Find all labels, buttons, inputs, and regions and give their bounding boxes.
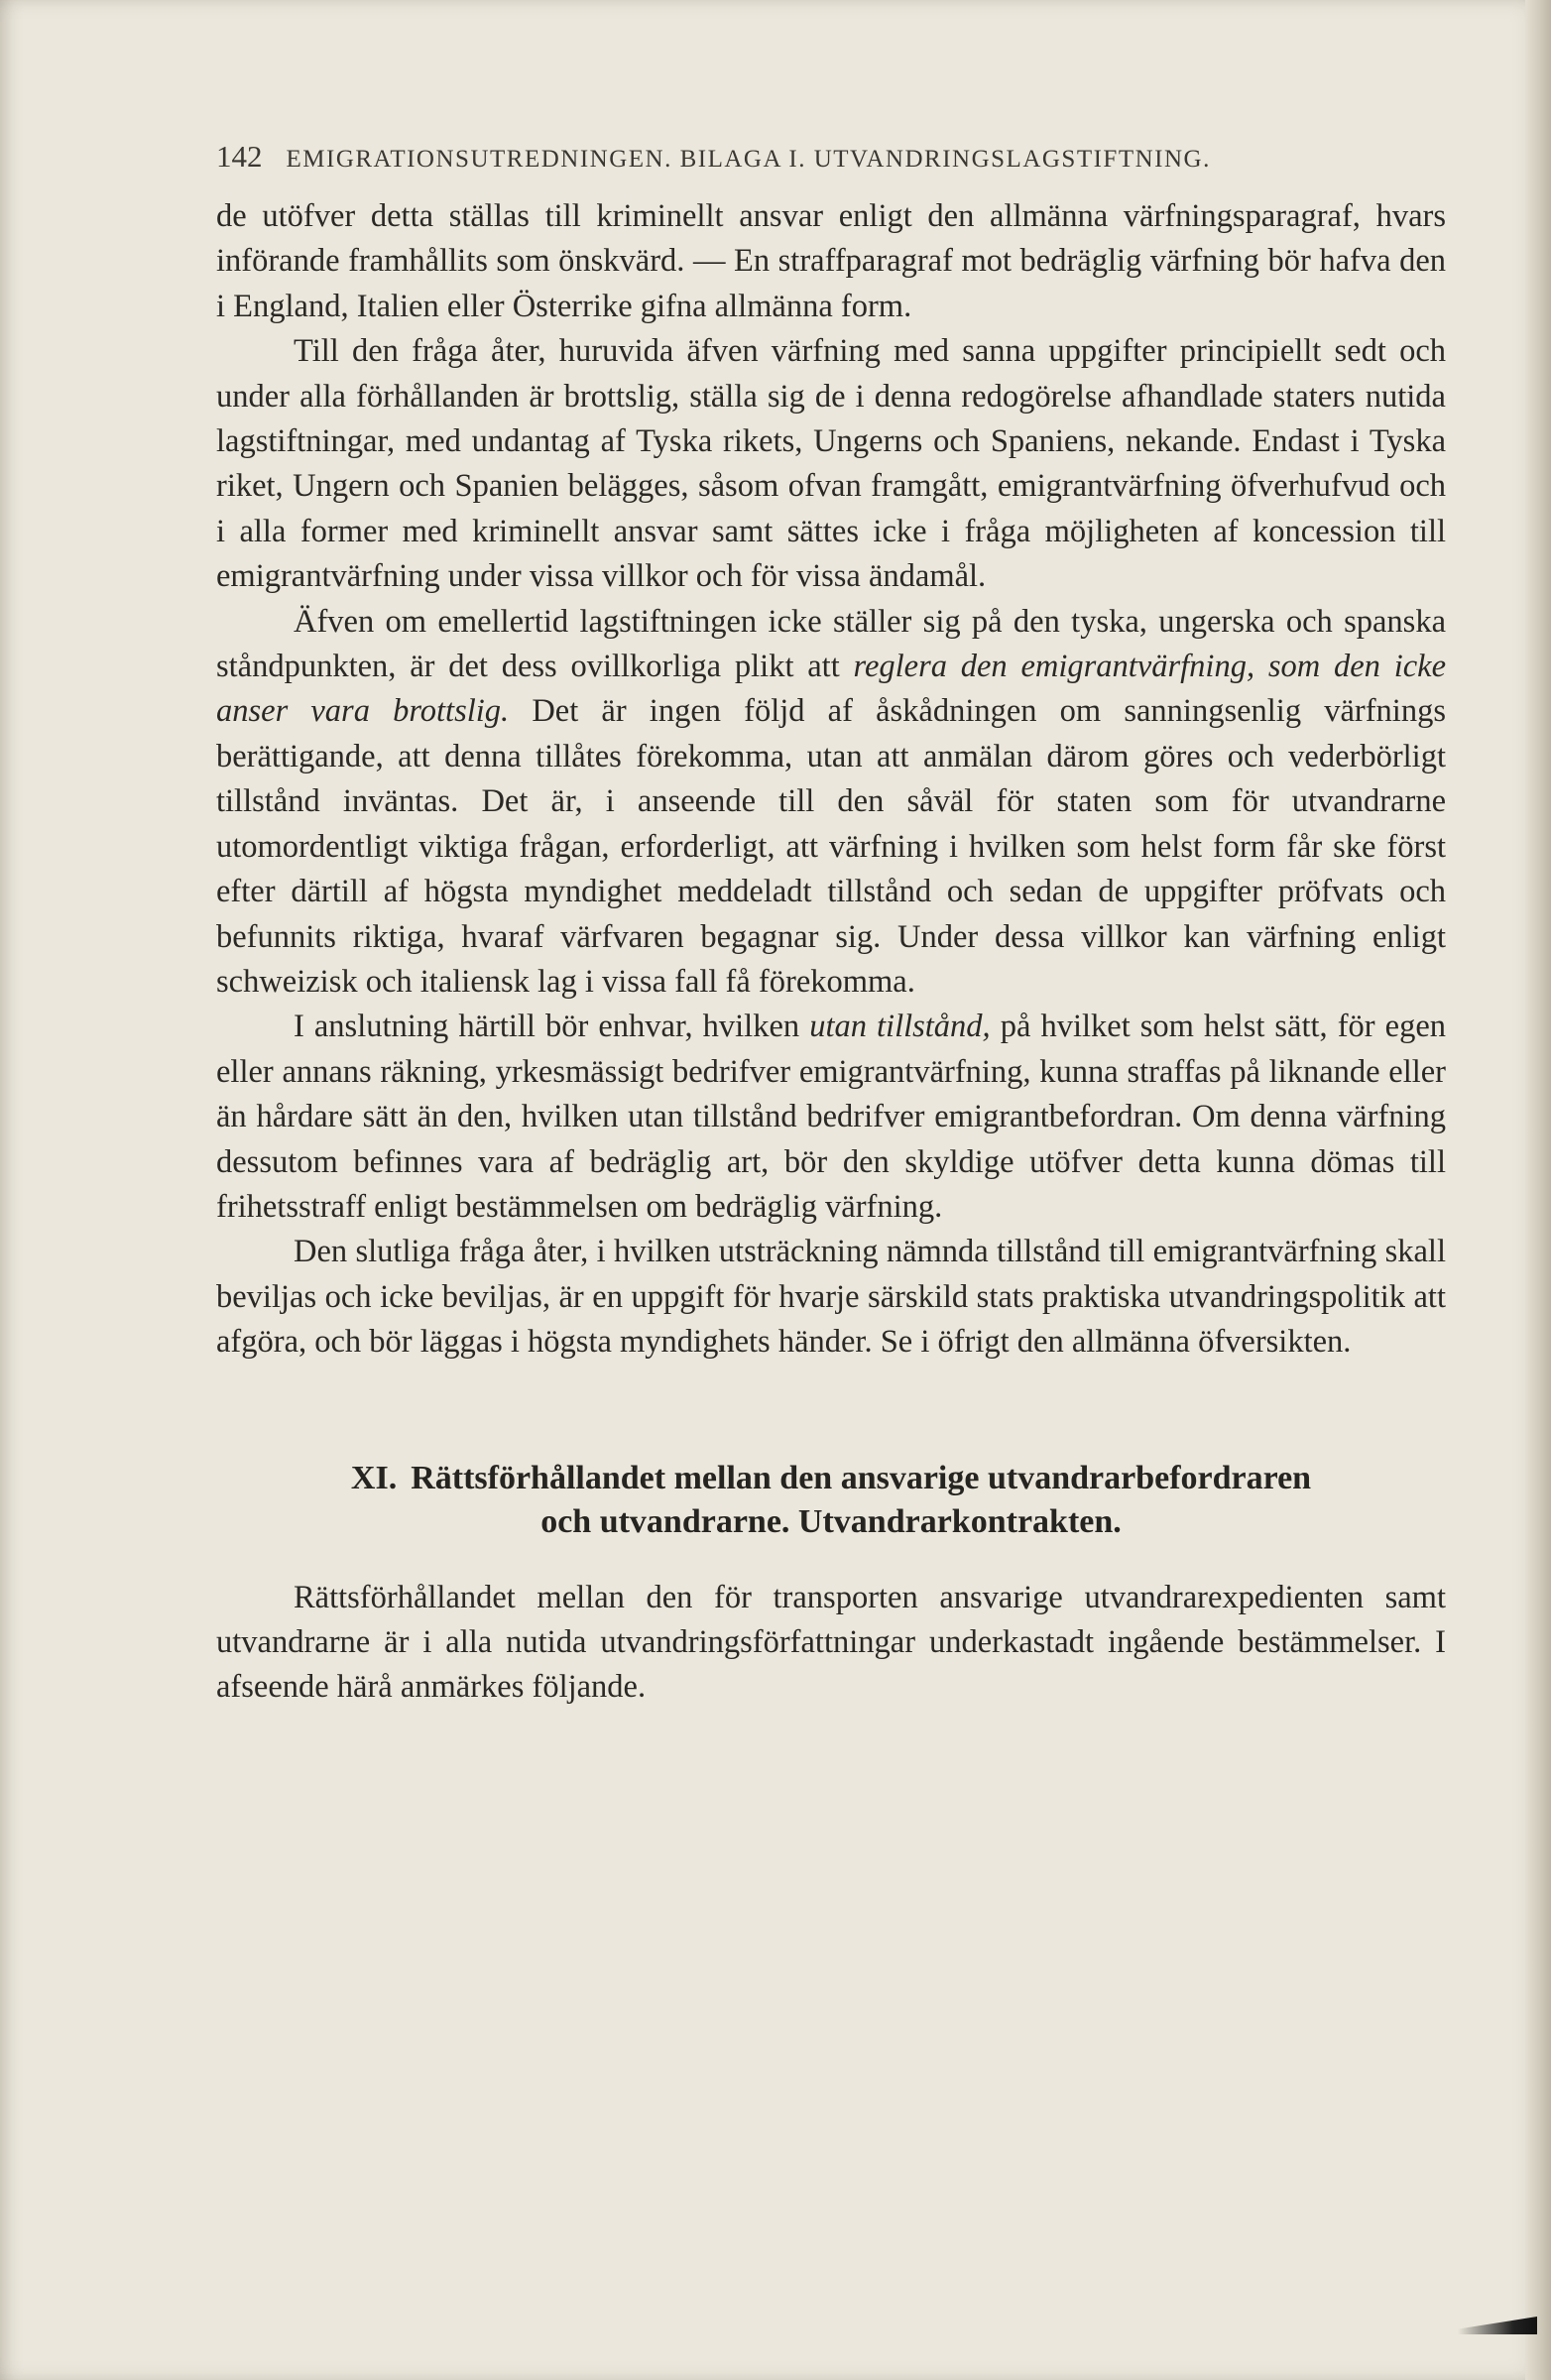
section-heading	[216, 1457, 1446, 1544]
paragraph-1: de utöfver detta ställas till kriminellt ansvar enligt den allmänna värfningsparagraf, hvars införande framhållits som önskvärd. — En straffparagraf mot bedräglig värfning bör hafva den i England, Italien eller Österrike gifna allmänna form.	[216, 198, 1446, 324]
paragraph-5: Den slutliga fråga åter, i hvilken utsträckning nämnda tillstånd till emigrantvärfning skall beviljas och icke beviljas, är en uppgift för hvarje särskild stats praktiska utvandringspolitik att afgöra, och bör läggas i högsta myndighets händer. Se i öfrigt den allmänna öfversikten.	[216, 1234, 1446, 1361]
page-edge-mark	[1458, 2317, 1537, 2334]
page-spine-shadow	[1525, 0, 1551, 2380]
paragraph-4	[216, 1005, 1446, 1230]
text-block	[216, 139, 1446, 1711]
section-title-line-1: Rättsförhållandet mellan den ansvarige utvandrarbefordraren	[411, 1459, 1312, 1496]
running-title: EMIGRATIONSUTREDNINGEN. BILAGA I. UTVANDRINGSLAGSTIFTNING.	[286, 146, 1211, 173]
running-head	[216, 139, 1446, 175]
paragraph-3	[216, 600, 1446, 1006]
paragraph-3-italic: reglera den emigrantvärfning, som den icke anser vara brottslig.	[216, 649, 1446, 730]
paragraph-3-text-a: Äfven om emellertid lagstiftningen icke ställer sig på den tyska, ungerska och spanska ståndpunkten, är det dess ovillkorliga plikt att	[216, 603, 1446, 685]
paragraph-4-italic: utan tillstånd,	[809, 1009, 991, 1045]
paragraph-4-text-a: I anslutning härtill bör enhvar, hvilken	[294, 1009, 800, 1045]
section-number: XI.	[350, 1459, 398, 1496]
section-title-line-2: och utvandrarne. Utvandrarkontrakten.	[540, 1502, 1122, 1540]
paragraph-3-text-b: Det är ingen följd af åskådningen om sanningsenlig värfnings berättigande, att denna tillåtes förekomma, utan att anmälan därom göres och vederbörligt tillstånd inväntas. Det är, i anseende till den såväl för staten som för utvandrarne utomordentligt viktiga frågan, erforderligt, att värfning i hvilken som helst form får ske först efter därtill af högsta myndighet meddeladt tillstånd och sedan de uppgifter pröfvats och befunnits riktiga, hvaraf värfvaren begagnar sig. Under dessa villkor kan värfning enligt schweizisk och italiensk lag i vissa fall få förekomma.	[216, 693, 1446, 1000]
section-paragraph-1: Rättsförhållandet mellan den för transporten ansvarige utvandrarexpedienten samt utvandrarne är i alla nutida utvandringsförfattningar underkastadt ingående bestämmelser. I afseende härå anmärkes följande.	[216, 1579, 1446, 1706]
paragraph-4-text-b: på hvilket som helst sätt, för egen eller annans räkning, yrkesmässigt bedrifver emigrantvärfning, kunna straffas på liknande eller än hårdare sätt än den, hvilken utan tillstånd bedrifver emigrantbefordran. Om denna värfning dessutom befinnes vara af bedräglig art, bör den skyldige utöfver detta kunna dömas till frihetsstraff enligt bestämmelsen om bedräglig värfning.	[216, 1009, 1447, 1225]
page-number: 142	[216, 139, 263, 174]
paragraph-2: Till den fråga åter, huruvida äfven värfning med sanna uppgifter principiellt sedt och under alla förhållanden är brottslig, ställa sig de i denna redogörelse afhandlade staters nutida lagstiftningar, med undantag af Tyska rikets, Ungerns och Spaniens, nekande. Endast i Tyska riket, Ungern och Spanien belägges, såsom ofvan framgått, emigrantvärfning öfverhufvud och i alla former med kriminellt ansvar samt sättes icke i fråga möjligheten af koncession till emigrantvärfning under vissa villkor och för vissa ändamål.	[216, 333, 1446, 595]
